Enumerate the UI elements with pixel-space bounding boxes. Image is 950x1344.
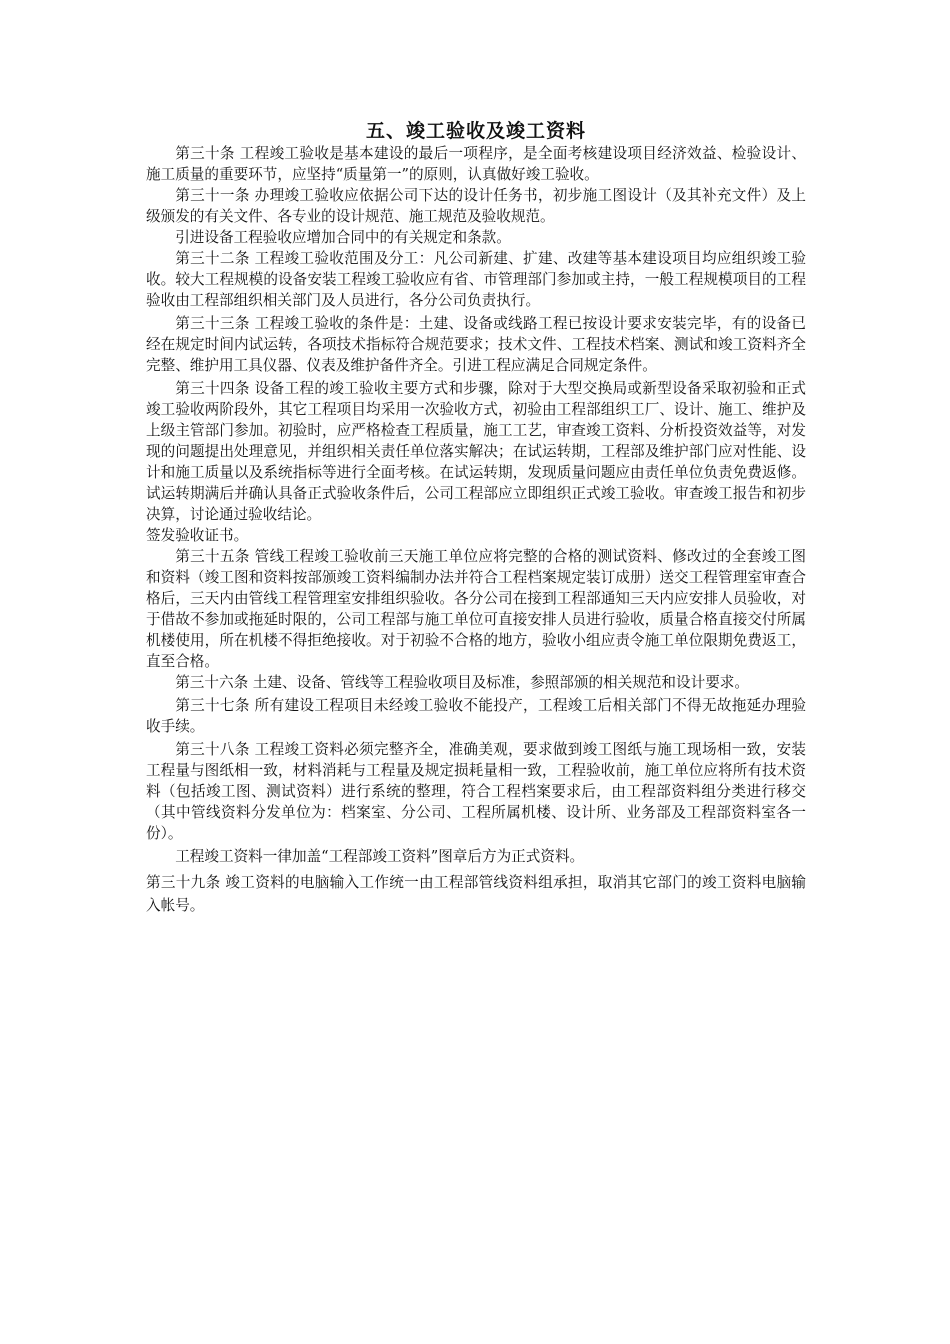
imported-equipment-note: 引进设备工程验收应增加合同中的有关规定和条款。: [175, 229, 511, 246]
document-body: [146, 143, 806, 917]
article-35-paragraph: 第三十五条 管线工程竣工验收前三天施工单位应将完整的合格的测试资料、修改过的全套竣工图和资料（竣工图和资料按部颁竣工资料编制办法并符合工程档案规定装订成册）送交工程管理室审查合格后，三天内由管线工程管理室安排组织验收。各分公司在接到工程部通知三天内应安排人员验收，对于借故不参加或拖延时限的，公司工程部与施工单位可直接安排人员进行验收，质量合格直接交付所属机楼使用，所在机楼不得拒绝接收。对于初验不合格的地方，验收小组应责令施工单位限期免费返工，直至合格。: [146, 548, 806, 670]
article-37-paragraph: 第三十七条 所有建设工程项目未经竣工验收不能投产，工程竣工后相关部门不得无故拖延办理验收手续。: [146, 697, 806, 735]
article-32-paragraph: 第三十二条 工程竣工验收范围及分工：凡公司新建、扩建、改建等基本建设项目均应组织竣工验收。较大工程规模的设备安装工程竣工验收应有省、市管理部门参加或主持，一般工程规模项目的工程验收由工程部组织相关部门及人员进行，各分公司负责执行。: [146, 250, 806, 309]
article-39-paragraph: 第三十九条 竣工资料的电脑输入工作统一由工程部管线资料组承担，取消其它部门的竣工资料电脑输入帐号。: [146, 874, 806, 914]
article-30-paragraph: 第三十条 工程竣工验收是基本建设的最后一项程序，是全面考核建设项目经济效益、检验设计、施工质量的重要环节，应坚持“质量第一”的原则，认真做好竣工验收。: [146, 145, 806, 183]
article-33-paragraph: 第三十三条 工程竣工验收的条件是：土建、设备或线路工程已按设计要求安装完毕，有的设备已经在规定时间内试运转，各项技术指标符合规范要求；技术文件、工程技术档案、测试和竣工资料齐全完整、维护用工具仪器、仪表及维护备件齐全。引进工程应满足合同规定条件。: [146, 315, 806, 374]
official-stamp-note: 工程竣工资料一律加盖“工程部竣工资料”图章后方为正式资料。: [175, 848, 585, 865]
article-38-paragraph: 第三十八条 工程竣工资料必须完整齐全，准确美观，要求做到竣工图纸与施工现场相一致，安装工程量与图纸相一致，材料消耗与工程量及规定损耗量相一致，工程验收前，施工单位应将所有技术资料（包括竣工图、测试资料）进行系统的整理，符合工程档案要求后，由工程部资料组分类进行移交（其中管线资料分发单位为：档案室、分公司、工程所属机楼、设计所、业务部及工程部资料室各一份）。: [146, 741, 806, 842]
issue-certificate-line: 签发验收证书。: [146, 527, 249, 544]
article-36-paragraph: 第三十六条 土建、设备、管线等工程验收项目及标准，参照部颁的相关规范和设计要求。: [175, 674, 749, 691]
article-31-paragraph: 第三十一条 办理竣工验收应依据公司下达的设计任务书，初步施工图设计（及其补充文件）及上级颁发的有关文件、各专业的设计规范、施工规范及验收规范。: [146, 187, 806, 225]
article-34-paragraph: 第三十四条 设备工程的竣工验收主要方式和步骤，除对于大型交换局或新型设备采取初验和正式竣工验收两阶段外，其它工程项目均采用一次验收方式，初验由工程部组织工厂、设计、施工、维护及上级主管部门参加。初验时，应严格检查工程质量，施工工艺，审查竣工资料、分析投资效益等，对发现的问题提出处理意见，并组织相关责任单位落实解决；在试运转期，工程部及维护部门应对性能、设计和施工质量以及系统指标等进行全面考核。在试运转期，发现质量问题应由责任单位负责免费返修。试运转期满后并确认具备正式验收条件后，公司工程部应立即组织正式竣工验收。审查竣工报告和初步决算，讨论通过验收结论。: [146, 380, 806, 523]
page-title: 五、竣工验收及竣工资料: [365, 120, 586, 142]
